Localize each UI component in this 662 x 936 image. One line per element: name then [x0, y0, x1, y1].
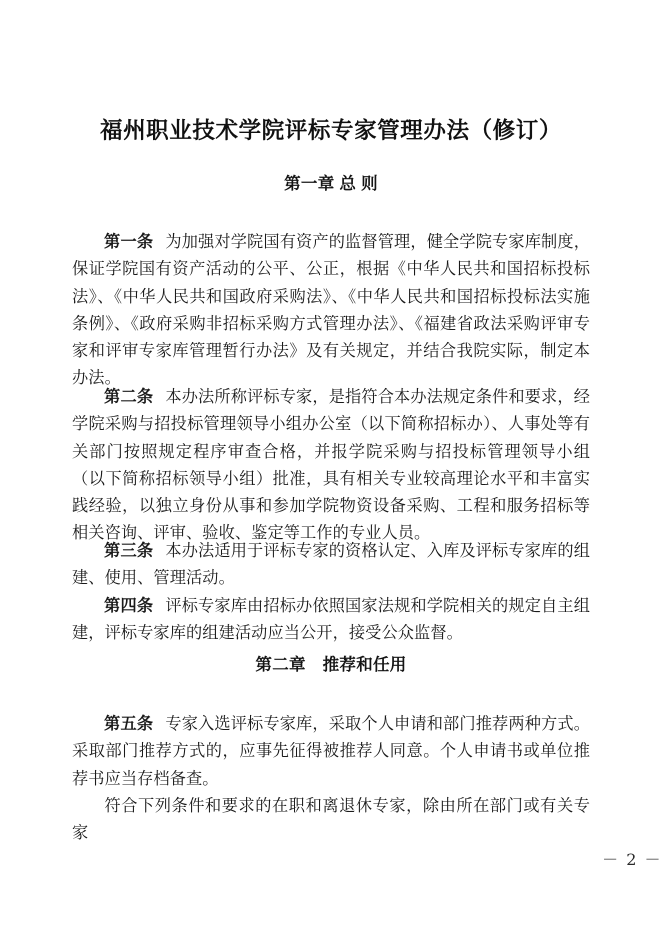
article-paragraph	[72, 228, 590, 392]
article-text: 符合下列条件和要求的在职和离退休专家，除由所在部门或有关专家	[72, 796, 590, 843]
article-text: 为加强对学院国有资产的监督管理，健全学院专家库制度，保证学院国有资产活动的公平、公正，根据《中华人民共和国招标投标法》、《中华人民共和国政府采购法》、《中华人民共和国招标投标法实施条例》、《政府采购非招标采购方式管理办法》、《福建省政法采购评审专家和评审专家库管理暂行办法》及有关规定，并结合我院实际，制定本办法。	[72, 232, 590, 388]
article-label: 第四条	[104, 596, 154, 615]
article-text: 本办法所称评标专家，是指符合本办法规定条件和要求，经学院采购与招投标管理领导小组办公室（以下简称招标办）、人事处等有关部门按照规定程序审查合格，并报学院采购与招投标管理领导小组（以下简称招标领导小组）批准，具有相关专业较高理论水平和丰富实践经验，以独立身份从事和参加学院物资设备采购、工程和服务招标等相关咨询、评审、验收、鉴定等工作的专业人员。	[72, 387, 590, 543]
article-paragraph	[72, 710, 590, 792]
article-label: 第五条	[104, 714, 154, 733]
article-text: 评标专家库由招标办依照国家法规和学院相关的规定自主组建，评标专家库的组建活动应当公开，接受公众监督。	[72, 596, 590, 643]
article-label: 第二条	[104, 387, 154, 406]
chapter-2-heading: 第二章 推荐和任用	[255, 656, 407, 674]
article-paragraph	[72, 537, 590, 592]
continuation-paragraph	[72, 792, 590, 847]
page-title: 福州职业技术学院评标专家管理办法（修订）	[99, 118, 562, 144]
article-label: 第三条	[104, 541, 154, 560]
article-text: 专家入选评标专家库，采取个人申请和部门推荐两种方式。采取部门推荐方式的，应事先征得被推荐人同意。个人申请书或单位推荐书应当存档备查。	[72, 714, 590, 788]
article-paragraph	[72, 383, 590, 547]
article-text: 本办法适用于评标专家的资格认定、入库及评标专家库的组建、使用、管理活动。	[72, 541, 590, 588]
page-number: － 2 －	[602, 850, 662, 869]
article-paragraph	[72, 592, 590, 647]
chapter-1-heading: 第一章 总 则	[284, 175, 378, 193]
article-label: 第一条	[104, 232, 154, 251]
